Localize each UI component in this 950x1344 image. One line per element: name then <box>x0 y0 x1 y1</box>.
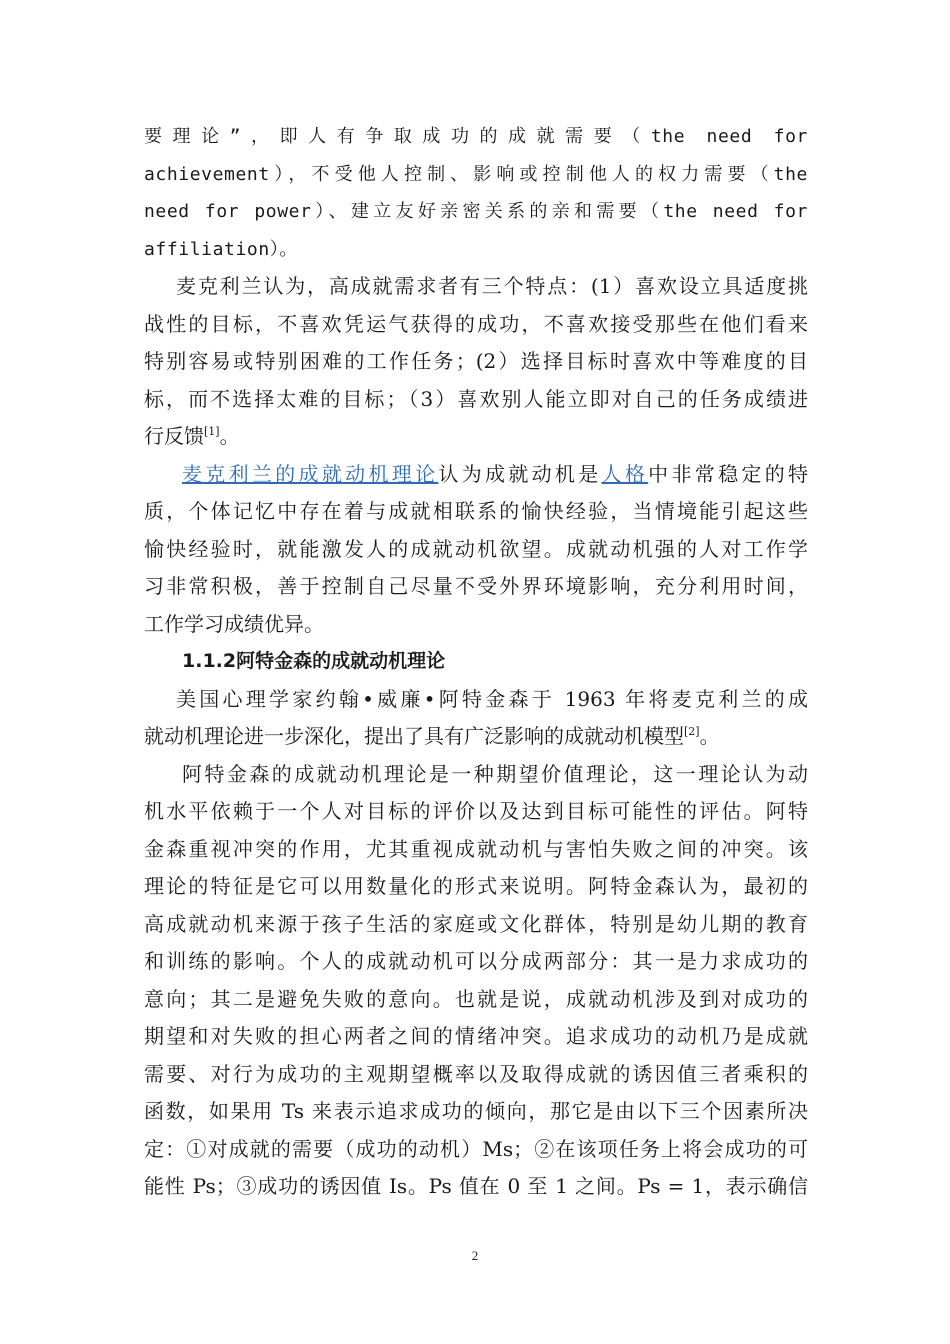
paragraph-atkinson-theory <box>144 756 808 1206</box>
text-fragment: 中非常稳定的特 <box>648 461 808 486</box>
text-fragment: 认为成就动机是 <box>438 461 602 486</box>
text-line: 高成就动机来源于孩子生活的家庭或文化群体，特别是幼儿期的教育 <box>144 911 808 936</box>
paragraph-needs-theory <box>144 118 808 268</box>
text-fragment: 行反馈 <box>144 424 204 448</box>
text-line: 和训练的影响。个人的成就动机可以分成两部分：其一是力求成功的 <box>144 949 808 973</box>
text-line: 麦克利兰认为，高成就需求者有三个特点：(1）喜欢设立具适度挑 <box>176 274 808 298</box>
text-line: 习非常积极，善于控制自己尽量不受外界环境影响，充分利用时间， <box>144 574 808 598</box>
text-line: 阿特金森的成就动机理论是一种期望价值理论，这一理论认为动 <box>182 761 808 786</box>
section-heading: 1.1.2阿特金森的成就动机理论 <box>182 650 446 672</box>
citation-ref-2: [2] <box>684 725 700 738</box>
text-line: achievement），不受他人控制、影响或控制他人的权力需要（the <box>144 163 808 185</box>
text-line: 定：①对成就的需要（成功的动机）Ms；②在该项任务上将会成功的可 <box>144 1136 808 1161</box>
text-fragment: 。 <box>699 724 720 748</box>
page-number: 2 <box>471 1248 479 1263</box>
text-line: 愉快经验时，就能激发人的成就动机欲望。成就动机强的人对工作学 <box>144 536 808 561</box>
text-line: 金森重视冲突的作用，尤其重视成就动机与害怕失败之间的冲突。该 <box>144 836 808 861</box>
text-line <box>144 418 808 456</box>
text-line: affiliation）。 <box>144 238 299 260</box>
text-line: 标，而不选择太难的目标；（3）喜欢别人能立即对自己的任务成绩进 <box>144 386 808 411</box>
text-line: 美国心理学家约翰•威廉•阿特金森于 1963 年将麦克利兰的成 <box>176 686 808 711</box>
text-fragment: 。 <box>219 424 240 448</box>
text-line: 能性 Ps；③成功的诱因值 Is。Ps 值在 0 至 1 之间。Ps = 1，表示确信 <box>144 1174 808 1198</box>
paragraph-mcclelland-theory <box>144 456 808 644</box>
text-line: need for power）、建立友好亲密关系的亲和需要（the need for <box>144 201 808 222</box>
link-personality[interactable]: 人格 <box>601 461 649 486</box>
text-fragment: 就动机理论进一步深化，提出了具有广泛影响的成就动机模型 <box>144 724 684 748</box>
text-line: 机水平依赖于一个人对目标的评价以及达到目标可能性的评估。阿特 <box>144 799 808 823</box>
text-line: 意向；其二是避免失败的意向。也就是说，成就动机涉及到对成功的 <box>144 986 808 1011</box>
link-mcclelland-theory[interactable]: 麦克利兰的成就动机理论 <box>182 461 439 486</box>
text-line: 战性的目标，不喜欢凭运气获得的成功，不喜欢接受那些在他们看来 <box>144 311 808 336</box>
text-line: 特别容易或特别困难的工作任务；(2）选择目标时喜欢中等难度的目 <box>144 349 808 373</box>
text-line <box>144 718 808 756</box>
text-line <box>144 456 808 494</box>
text-line: 要理论”，即人有争取成功的成就需要（the need for <box>144 126 808 147</box>
text-line: 需要、对行为成功的主观期望概率以及取得成就的诱因值三者乘积的 <box>144 1061 808 1086</box>
paragraph-atkinson-intro <box>144 681 808 756</box>
page-content <box>144 118 808 1206</box>
text-line: 工作学习成绩优异。 <box>144 611 324 636</box>
citation-ref-1: [1] <box>204 425 220 438</box>
paragraph-high-achiever-traits <box>144 268 808 456</box>
text-line: 函数，如果用 Ts 来表示追求成功的倾向，那它是由以下三个因素所决 <box>144 1099 808 1123</box>
text-line: 理论的特征是它可以用数量化的形式来说明。阿特金森认为，最初的 <box>144 874 808 898</box>
text-line: 质，个体记忆中存在着与成就相联系的愉快经验，当情境能引起这些 <box>144 499 808 523</box>
text-line: 期望和对失败的担心两者之间的情绪冲突。追求成功的动机乃是成就 <box>144 1024 808 1048</box>
